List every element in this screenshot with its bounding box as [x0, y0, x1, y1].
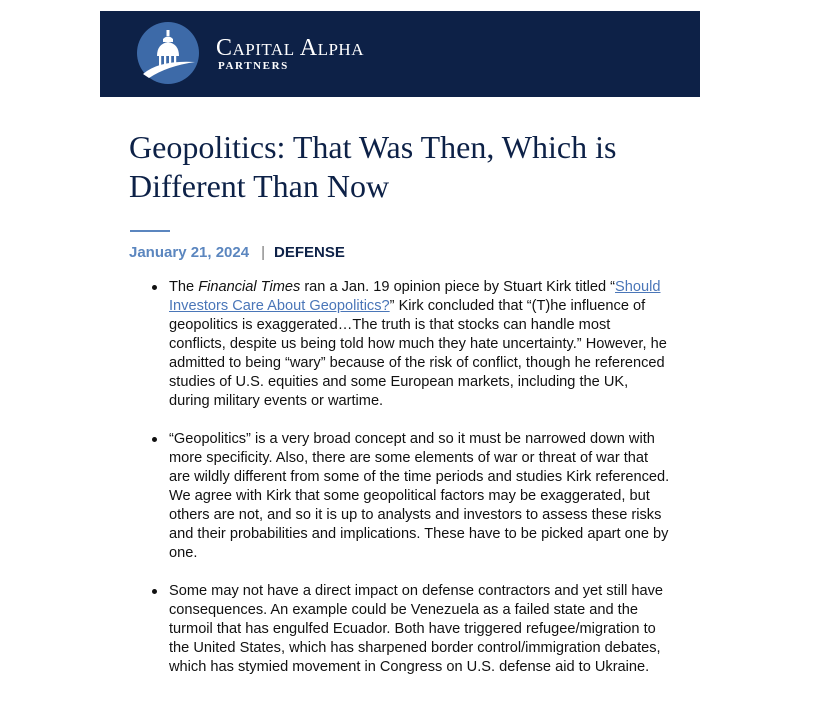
meta-separator: |: [261, 244, 265, 261]
title-divider: [130, 230, 170, 232]
brand-subtitle: PARTNERS: [218, 60, 289, 72]
bullet-text: ” Kirk concluded that “(T)he influence of geopolitics is exaggerated…The truth is that stocks can handle most conflicts, despite us being told how much they hate uncertainty.” However, he admitted to being “wary” because of the risk of conflict, though he referenced studies of U.S. equities and some European markets, including the UK, during military events or wartime.: [169, 298, 667, 409]
list-item: [150, 430, 670, 563]
bullet-text: ran a Jan. 19 opinion piece by Stuart Kirk titled “: [300, 279, 616, 295]
bullet-text: “Geopolitics” is a very broad concept and so it must be narrowed down with more specificity. Also, there are some elements of war or threat of war that are wildly different from some of the time periods and studies Kirk referenced. We agree with Kirk that some geopolitical factors may be exaggerated, but others are not, and so it is up to analysts and investors to assess these risks and their probabilities and implications. These have to be picked apart one by one.: [169, 431, 670, 561]
brand-logo: [216, 34, 364, 72]
article-meta: [129, 243, 345, 263]
article-category[interactable]: DEFENSE: [274, 244, 345, 261]
publication-name: Financial Times: [198, 279, 301, 295]
article-title: Geopolitics: That Was Then, Which is Different Than Now: [129, 129, 617, 204]
bullet-text: Some may not have a direct impact on defense contractors and yet still have consequences. An example could be Venezuela as a failed state and the turmoil that has engulfed Ecuador. Both have triggered refugee/migration to the United States, which has sharpened border control/immigration debates, which has stymied movement in Congress on U.S. defense aid to Ukraine.: [169, 583, 664, 675]
article-date: January 21, 2024: [129, 244, 250, 261]
brand-name: Capital Alpha: [216, 35, 364, 61]
list-item: [150, 582, 670, 677]
article-bullets: [150, 278, 670, 696]
capitol-dome-icon: [137, 22, 199, 84]
list-item: [150, 278, 670, 411]
header-banner: [100, 11, 700, 97]
bullet-text: The: [169, 279, 199, 295]
article-link[interactable]: Should Investors Care About Geopolitics?: [169, 279, 661, 314]
